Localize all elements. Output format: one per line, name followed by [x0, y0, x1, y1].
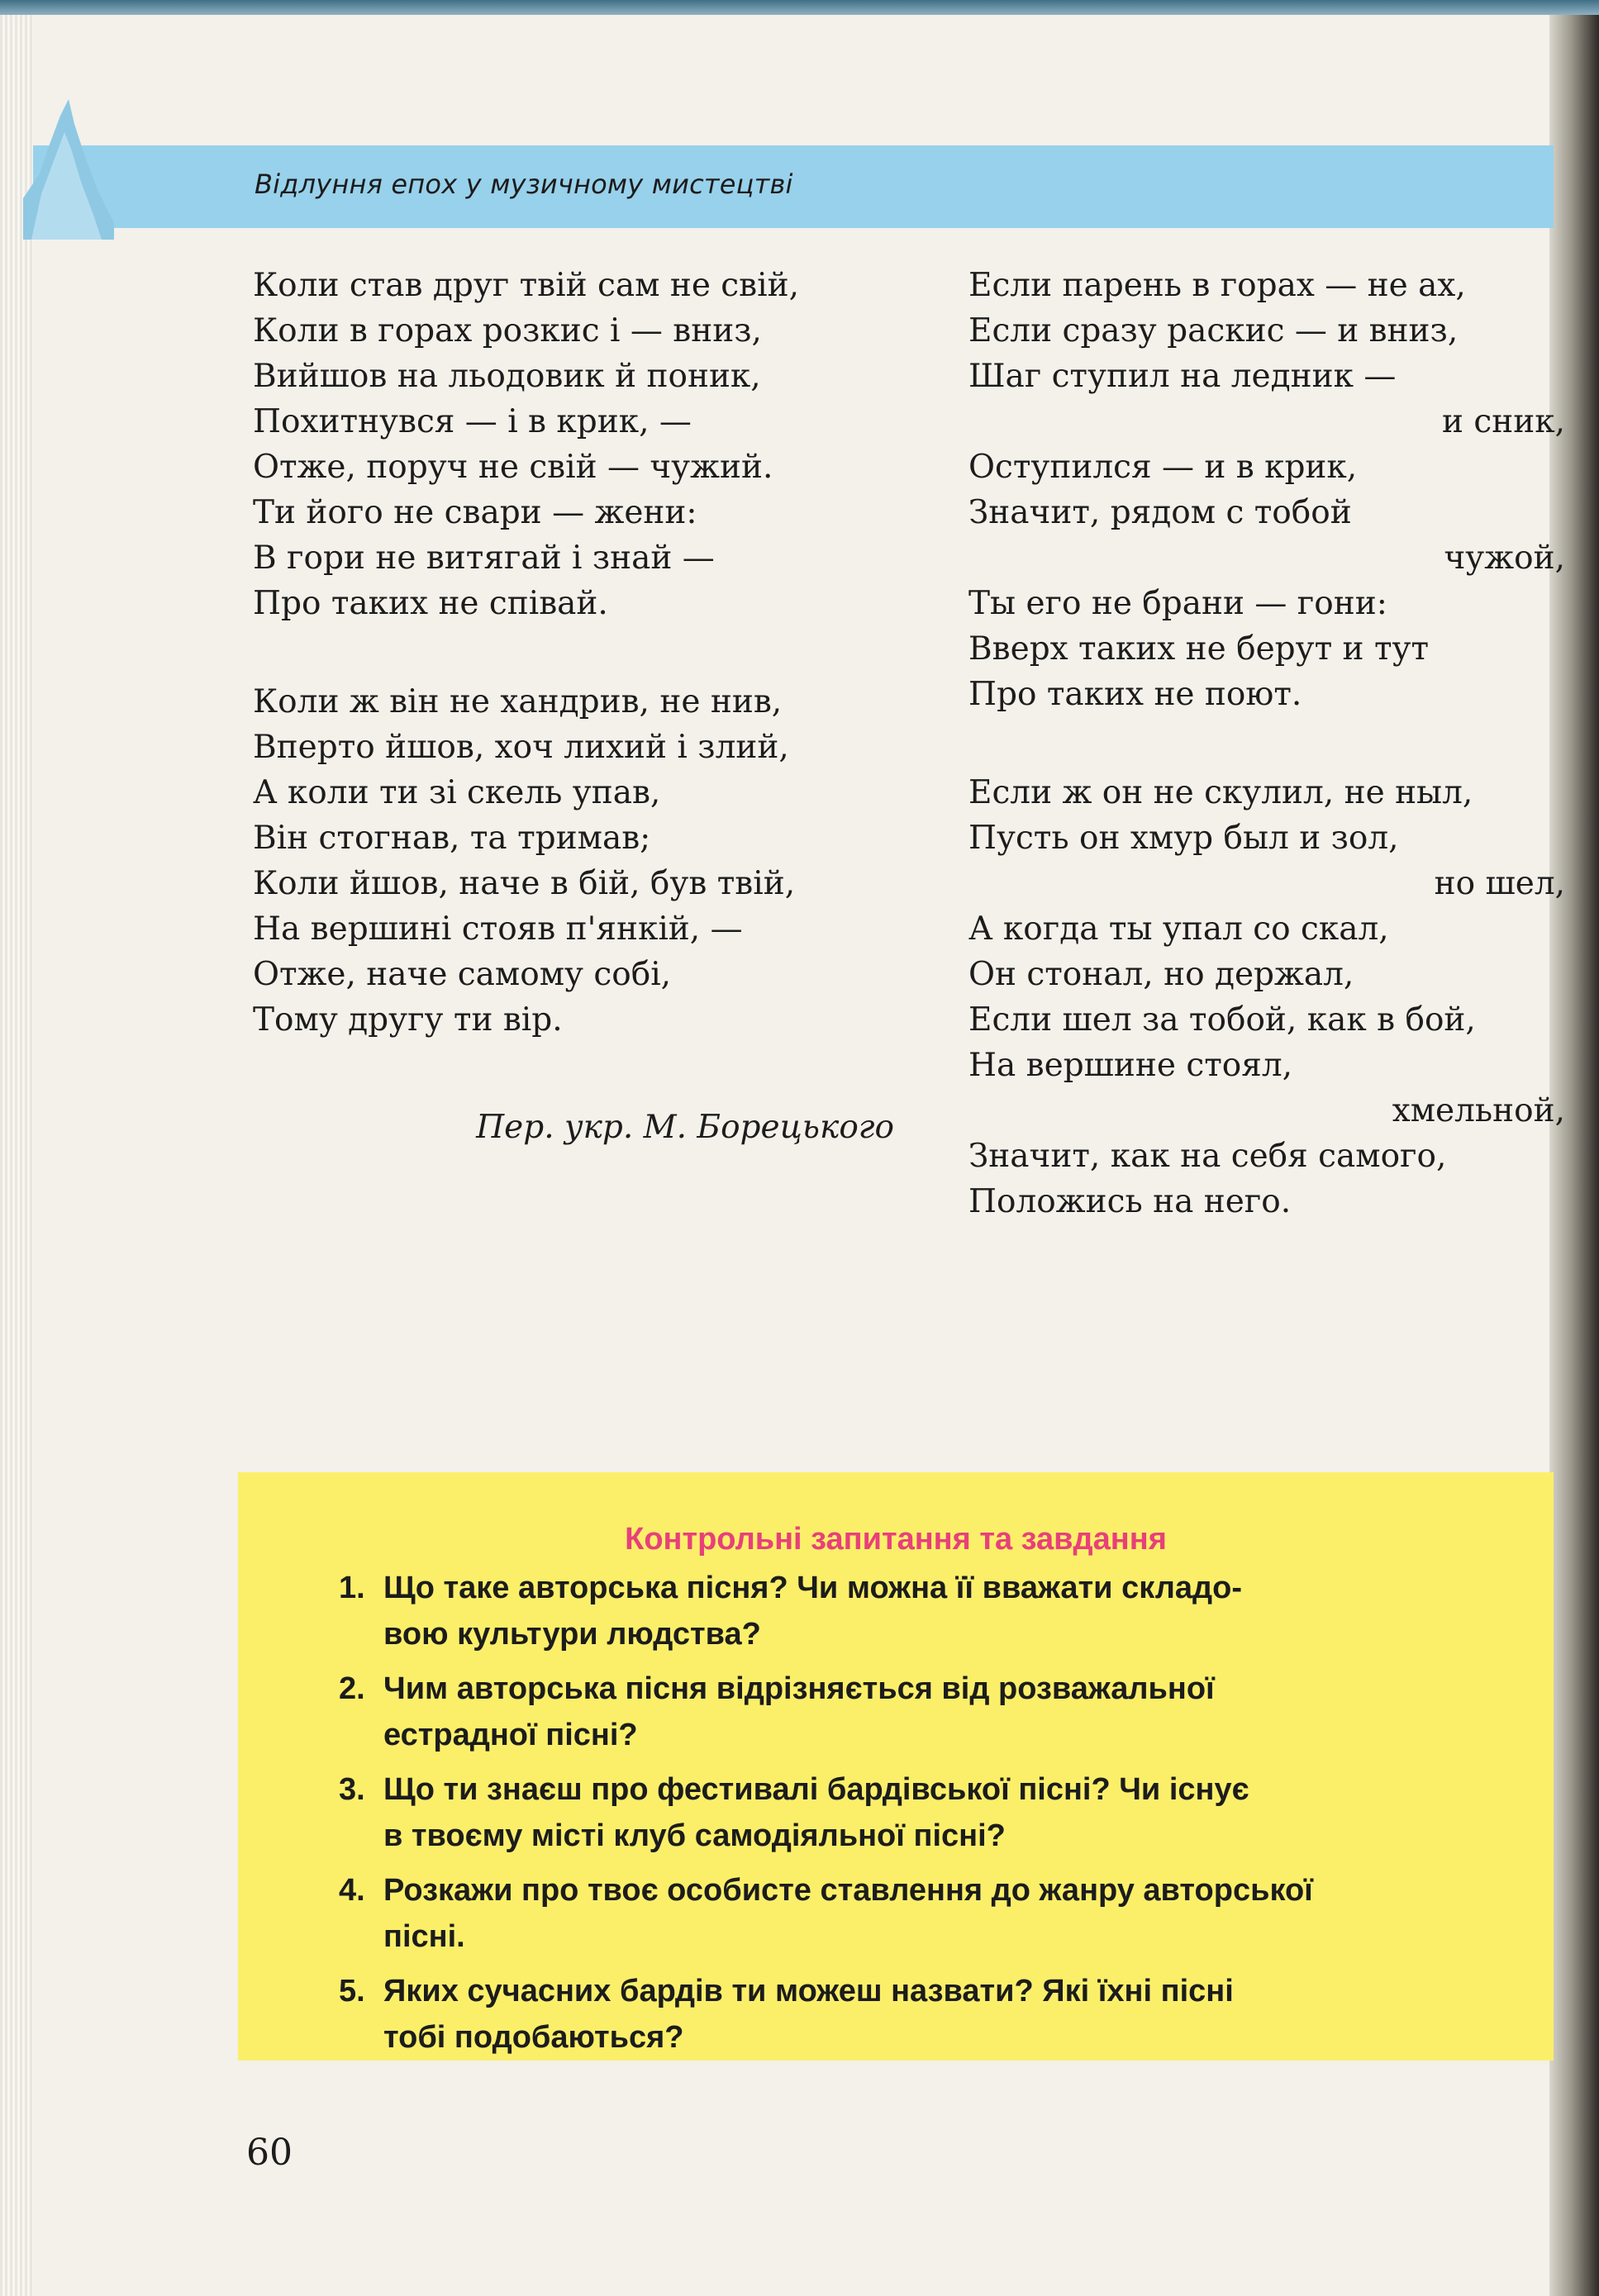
question-text: Чим авторська пісня відрізняється від розважальної — [383, 1671, 1215, 1706]
page-left-edge — [0, 15, 33, 2296]
question-text: Що ти знаєш про фестивалі бардівської пісні? Чи існує — [383, 1772, 1249, 1807]
poem-line: А когда ты упал со скал, — [968, 910, 1389, 948]
poem-line: Коли став друг твій сам не свій, — [253, 267, 799, 304]
poem-line: Коли в горах розкис і — вниз, — [253, 312, 762, 349]
section-header-title: Відлуння епох у музичному мистецтві — [255, 169, 793, 200]
poem-line: Он стонал, но держал, — [968, 956, 1354, 993]
question-text: в твоєму місті клуб самодіяльної пісні? — [383, 1818, 1006, 1853]
poem-line: Вперто йшов, хоч лихий і злий, — [253, 729, 789, 766]
poem-line: Вийшов на льодовик й поник, — [253, 358, 761, 395]
question-item — [339, 1666, 1529, 1758]
stanza-gap — [253, 626, 897, 679]
poem-line: Положись на него. — [968, 1183, 1292, 1220]
poem-line: Оступился — и в крик, — [968, 449, 1358, 486]
page-top-edge — [0, 0, 1599, 15]
question-text: вою культури людства? — [383, 1617, 761, 1652]
page-number: 60 — [246, 2132, 293, 2174]
stanza-gap — [968, 717, 1565, 770]
question-text: Яких сучасних бардів ти можеш назвати? Які їхні пісні — [383, 1974, 1234, 2008]
poem-line: Если ж он не скулил, не ныл, — [968, 774, 1473, 811]
poem-line: Про таких не поют. — [968, 676, 1302, 713]
review-questions-title: Контрольні запитання та завдання — [625, 1522, 1167, 1557]
poem-line: Значит, рядом с тобой — [968, 494, 1352, 531]
question-text: Що таке авторська пісня? Чи можна її вважати складо- — [383, 1571, 1242, 1605]
poem-line: Шаг ступил на ледник — — [968, 358, 1397, 395]
poem-line: Він стогнав, та тримав; — [253, 820, 651, 857]
poem-line: Коли йшов, наче в бій, був твій, — [253, 865, 796, 902]
question-item — [339, 1968, 1529, 2061]
poem-line: Про таких не співай. — [253, 585, 608, 622]
question-item — [339, 1867, 1529, 1960]
poem-line: Ты его не брани — гони: — [968, 585, 1387, 622]
review-questions-box — [238, 1472, 1554, 2061]
question-text: естрадної пісні? — [383, 1718, 638, 1752]
poem-line: Тому другу ти вір. — [253, 1001, 563, 1039]
poem-line: чужой, — [1444, 540, 1565, 577]
poem-line: В гори не витягай і знай — — [253, 540, 715, 577]
question-text: пісні. — [383, 1919, 465, 1954]
poem-line: Пусть он хмур был и зол, — [968, 820, 1399, 857]
poem-line: и сник, — [1442, 403, 1565, 440]
poem-line: Значит, как на себя самого, — [968, 1138, 1447, 1175]
header-decoration-icon — [23, 99, 114, 240]
poem-line: Ти його не свари — жени: — [253, 494, 697, 531]
poem-line: Вверх таких не берут и тут — [968, 630, 1430, 668]
poem-line: Отже, наче самому собі, — [253, 956, 672, 993]
poem-ukrainian — [253, 263, 897, 1043]
question-text: Розкажи про твоє особисте ставлення до жанру авторської — [383, 1873, 1313, 1908]
question-text: тобі подобаються? — [383, 2020, 684, 2055]
question-item — [339, 1766, 1529, 1859]
poem-line: Если шел за тобой, как в бой, — [968, 1001, 1476, 1039]
question-number: 2. — [339, 1671, 365, 1706]
poem-line: Если парень в горах — не ах, — [968, 267, 1466, 304]
poem-line: Если сразу раскис — и вниз, — [968, 312, 1459, 349]
poem-line: Отже, поруч не свій — чужий. — [253, 449, 773, 486]
question-number: 3. — [339, 1772, 365, 1807]
poem-line: На вершине стоял, — [968, 1047, 1293, 1084]
review-questions-list — [339, 1565, 1529, 2069]
poem-line: Похитнувся — і в крик, — — [253, 403, 692, 440]
question-item — [339, 1565, 1529, 1657]
poem-line: На вершині стояв п'янкій, — — [253, 910, 743, 948]
poem-line: Коли ж він не хандрив, не нив, — [253, 683, 783, 720]
translation-credit: Пер. укр. М. Борецького — [476, 1109, 894, 1146]
question-number: 5. — [339, 1974, 365, 2008]
question-number: 1. — [339, 1571, 365, 1605]
question-number: 4. — [339, 1873, 365, 1908]
poem-line: но шел, — [1434, 865, 1565, 902]
poem-line: А коли ти зі скель упав, — [253, 774, 661, 811]
poem-russian — [968, 263, 1565, 1224]
poem-line: хмельной, — [1392, 1092, 1565, 1129]
